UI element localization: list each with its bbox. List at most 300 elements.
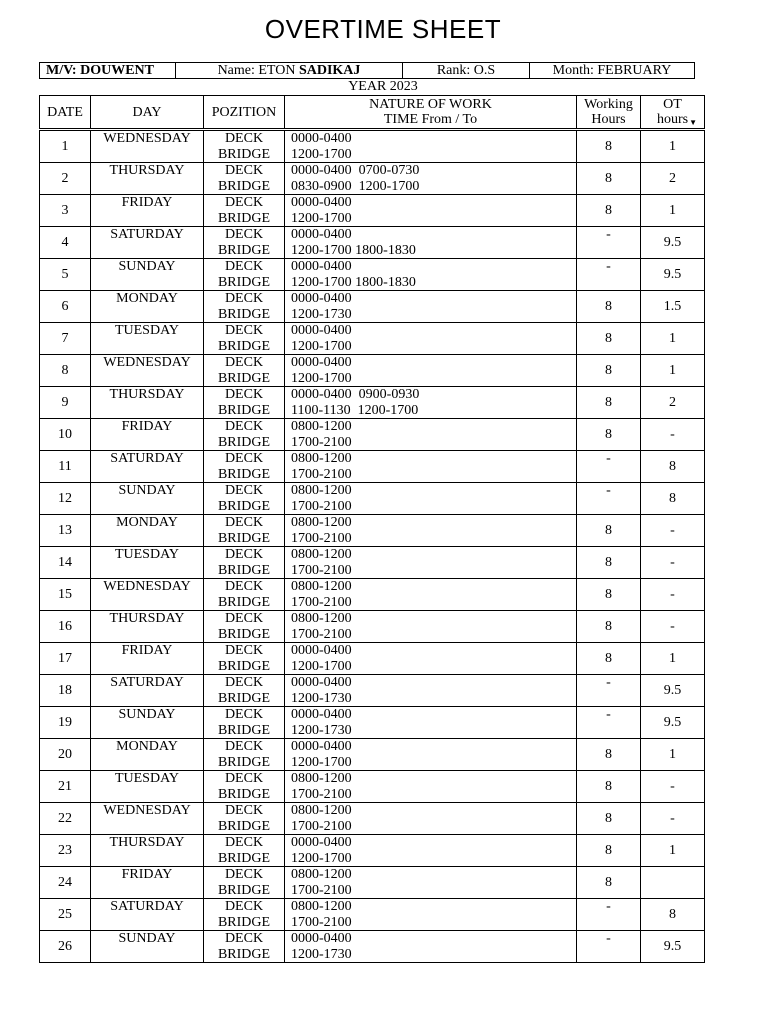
- filter-arrow-icon[interactable]: ▼: [689, 118, 697, 127]
- pozition-cell: [204, 130, 285, 163]
- work-time-line1: 0000-0400: [291, 707, 352, 722]
- date-cell: 16: [40, 611, 91, 643]
- table-row: [40, 515, 705, 547]
- pozition-bridge: BRIDGE: [217, 242, 271, 258]
- work-time-cell: [285, 419, 577, 451]
- day-cell: SUNDAY: [91, 259, 204, 291]
- work-time-line1: 0000-0400: [291, 131, 352, 146]
- day-cell: WEDNESDAY: [91, 355, 204, 387]
- work-time-line2: 1700-2100: [291, 434, 352, 450]
- work-time-cell: [285, 483, 577, 515]
- work-time-line2: 1200-1700: [291, 850, 352, 866]
- pozition-cell: [204, 355, 285, 387]
- header-wh-line2: Hours: [591, 112, 626, 127]
- ot-hours-cell: 1: [641, 643, 705, 675]
- work-time-line2: 1200-1700: [291, 370, 352, 386]
- vessel-name: DOUWENT: [80, 62, 154, 78]
- work-time-cell: [285, 130, 577, 163]
- work-time-line2: 1700-2100: [291, 530, 352, 546]
- ot-hours-cell: 2: [641, 387, 705, 419]
- work-time-line1: 0000-0400: [291, 259, 352, 274]
- pozition-cell: [204, 515, 285, 547]
- work-time-cell: [285, 611, 577, 643]
- year-label: YEAR 2023: [348, 79, 418, 94]
- table-row: [40, 579, 705, 611]
- working-hours-cell: 8: [577, 579, 641, 611]
- work-time-cell: [285, 675, 577, 707]
- working-hours-cell: 8: [577, 195, 641, 227]
- pozition-bridge: BRIDGE: [217, 338, 271, 354]
- date-cell: 7: [40, 323, 91, 355]
- work-time-line2: 1700-2100: [291, 594, 352, 610]
- day-cell: TUESDAY: [91, 547, 204, 579]
- work-time-cell: [285, 739, 577, 771]
- day-cell: SUNDAY: [91, 931, 204, 963]
- table-row: [40, 707, 705, 739]
- work-time-cell: [285, 771, 577, 803]
- pozition-bridge: BRIDGE: [217, 146, 271, 162]
- header-ot-line1: OT: [663, 97, 682, 112]
- date-cell: 1: [40, 130, 91, 163]
- work-time-line1: 0800-1200: [291, 899, 352, 914]
- header-date: DATE: [40, 96, 91, 130]
- working-hours-cell: 8: [577, 163, 641, 195]
- ot-hours-cell: -: [641, 579, 705, 611]
- date-cell: 9: [40, 387, 91, 419]
- working-hours-cell: 8: [577, 771, 641, 803]
- work-time-line1: 0000-0400: [291, 643, 352, 658]
- pozition-deck: DECK: [224, 547, 264, 562]
- header-working-hours: [577, 96, 641, 130]
- work-time-line1: 0000-0400: [291, 291, 352, 306]
- ot-hours-cell: 1: [641, 739, 705, 771]
- ot-hours-cell: -: [641, 515, 705, 547]
- pozition-cell: [204, 291, 285, 323]
- day-cell: SATURDAY: [91, 899, 204, 931]
- ot-hours-cell: 9.5: [641, 707, 705, 739]
- pozition-bridge: BRIDGE: [217, 658, 271, 674]
- working-hours-cell: 8: [577, 130, 641, 163]
- pozition-deck: DECK: [224, 771, 264, 786]
- table-row: [40, 547, 705, 579]
- pozition-bridge: BRIDGE: [217, 210, 271, 226]
- work-time-line1: 0000-0400: [291, 739, 352, 754]
- ot-hours-cell: 1: [641, 130, 705, 163]
- pozition-bridge: BRIDGE: [217, 562, 271, 578]
- day-cell: MONDAY: [91, 291, 204, 323]
- work-time-line1: 0000-0400 0900-0930: [291, 387, 420, 402]
- pozition-cell: [204, 931, 285, 963]
- table-row: [40, 291, 705, 323]
- day-cell: MONDAY: [91, 515, 204, 547]
- day-cell: FRIDAY: [91, 419, 204, 451]
- day-cell: WEDNESDAY: [91, 803, 204, 835]
- work-time-line2: 1100-1130 1200-1700: [291, 402, 419, 418]
- day-cell: SATURDAY: [91, 675, 204, 707]
- work-time-line2: 1700-2100: [291, 466, 352, 482]
- pozition-cell: [204, 675, 285, 707]
- ot-hours-cell: 8: [641, 483, 705, 515]
- work-time-cell: [285, 227, 577, 259]
- table-row: [40, 899, 705, 931]
- work-time-line1: 0800-1200: [291, 771, 352, 786]
- date-cell: 15: [40, 579, 91, 611]
- ot-hours-cell: 9.5: [641, 227, 705, 259]
- day-cell: THURSDAY: [91, 611, 204, 643]
- header-nature-of-work: [285, 96, 577, 130]
- work-time-line2: 1700-2100: [291, 562, 352, 578]
- pozition-bridge: BRIDGE: [217, 818, 271, 834]
- work-time-line1: 0800-1200: [291, 547, 352, 562]
- work-time-line1: 0000-0400: [291, 675, 352, 690]
- ot-hours-cell: -: [641, 547, 705, 579]
- work-time-line1: 0800-1200: [291, 483, 352, 498]
- pozition-bridge: BRIDGE: [217, 914, 271, 930]
- pozition-deck: DECK: [224, 643, 264, 658]
- pozition-bridge: BRIDGE: [217, 434, 271, 450]
- table-row: [40, 867, 705, 899]
- ot-hours-cell: 1: [641, 835, 705, 867]
- work-time-cell: [285, 387, 577, 419]
- work-time-line1: 0800-1200: [291, 451, 352, 466]
- working-hours-cell: -: [577, 483, 641, 515]
- pozition-cell: [204, 259, 285, 291]
- work-time-line2: 1200-1700: [291, 754, 352, 770]
- work-time-line2: 0830-0900 1200-1700: [291, 178, 420, 194]
- pozition-deck: DECK: [224, 931, 264, 946]
- vessel-label: M/V:: [46, 62, 81, 78]
- work-time-line1: 0800-1200: [291, 419, 352, 434]
- table-row: [40, 355, 705, 387]
- ot-hours-cell: -: [641, 803, 705, 835]
- day-cell: WEDNESDAY: [91, 579, 204, 611]
- ot-hours-cell: 1: [641, 355, 705, 387]
- ot-hours-cell: 9.5: [641, 259, 705, 291]
- day-cell: WEDNESDAY: [91, 130, 204, 163]
- pozition-cell: [204, 195, 285, 227]
- working-hours-cell: 8: [577, 419, 641, 451]
- pozition-cell: [204, 803, 285, 835]
- ot-hours-cell: [641, 867, 705, 899]
- pozition-bridge: BRIDGE: [217, 786, 271, 802]
- work-time-cell: [285, 451, 577, 483]
- table-header-row: [40, 96, 705, 130]
- work-time-cell: [285, 899, 577, 931]
- header-ot-line2: hours: [656, 112, 689, 127]
- ot-hours-cell: 2: [641, 163, 705, 195]
- pozition-deck: DECK: [224, 611, 264, 626]
- table-row: [40, 611, 705, 643]
- day-cell: THURSDAY: [91, 387, 204, 419]
- date-cell: 24: [40, 867, 91, 899]
- pozition-bridge: BRIDGE: [217, 722, 271, 738]
- work-time-line2: 1700-2100: [291, 818, 352, 834]
- work-time-line2: 1200-1730: [291, 722, 352, 738]
- day-cell: THURSDAY: [91, 163, 204, 195]
- pozition-deck: DECK: [224, 707, 264, 722]
- table-row: [40, 739, 705, 771]
- header-day: DAY: [91, 96, 204, 130]
- work-time-line1: 0800-1200: [291, 515, 352, 530]
- date-cell: 18: [40, 675, 91, 707]
- date-cell: 23: [40, 835, 91, 867]
- work-time-line2: 1200-1730: [291, 690, 352, 706]
- pozition-bridge: BRIDGE: [217, 882, 271, 898]
- pozition-bridge: BRIDGE: [217, 466, 271, 482]
- pozition-cell: [204, 643, 285, 675]
- working-hours-cell: 8: [577, 835, 641, 867]
- work-time-line1: 0000-0400: [291, 931, 352, 946]
- pozition-cell: [204, 451, 285, 483]
- ot-hours-cell: 9.5: [641, 675, 705, 707]
- day-cell: SATURDAY: [91, 227, 204, 259]
- pozition-deck: DECK: [224, 387, 264, 402]
- pozition-deck: DECK: [224, 259, 264, 274]
- work-time-line2: 1200-1700: [291, 658, 352, 674]
- pozition-bridge: BRIDGE: [217, 754, 271, 770]
- work-time-line1: 0000-0400: [291, 355, 352, 370]
- day-cell: FRIDAY: [91, 643, 204, 675]
- working-hours-cell: 8: [577, 515, 641, 547]
- pozition-bridge: BRIDGE: [217, 274, 271, 290]
- date-cell: 14: [40, 547, 91, 579]
- work-time-line2: 1200-1700 1800-1830: [291, 242, 416, 258]
- table-row: [40, 771, 705, 803]
- work-time-line2: 1700-2100: [291, 498, 352, 514]
- working-hours-cell: -: [577, 227, 641, 259]
- work-time-cell: [285, 323, 577, 355]
- pozition-deck: DECK: [224, 227, 264, 242]
- work-time-cell: [285, 291, 577, 323]
- ot-hours-cell: -: [641, 771, 705, 803]
- date-cell: 17: [40, 643, 91, 675]
- work-time-cell: [285, 355, 577, 387]
- working-hours-cell: 8: [577, 387, 641, 419]
- pozition-deck: DECK: [224, 163, 264, 178]
- ot-hours-cell: 1: [641, 323, 705, 355]
- working-hours-cell: -: [577, 675, 641, 707]
- pozition-bridge: BRIDGE: [217, 306, 271, 322]
- header-ot-hours: [641, 96, 705, 130]
- crew-surname: SADIKAJ: [298, 62, 361, 78]
- working-hours-cell: 8: [577, 323, 641, 355]
- working-hours-cell: 8: [577, 643, 641, 675]
- pozition-cell: [204, 547, 285, 579]
- working-hours-cell: -: [577, 931, 641, 963]
- table-row: [40, 451, 705, 483]
- work-time-cell: [285, 867, 577, 899]
- pozition-deck: DECK: [224, 355, 264, 370]
- ot-hours-cell: 8: [641, 899, 705, 931]
- pozition-cell: [204, 387, 285, 419]
- ot-hours-cell: 9.5: [641, 931, 705, 963]
- pozition-bridge: BRIDGE: [217, 178, 271, 194]
- day-cell: FRIDAY: [91, 195, 204, 227]
- table-row: [40, 227, 705, 259]
- header-wh-line1: Working: [584, 97, 633, 112]
- day-cell: TUESDAY: [91, 323, 204, 355]
- table-row: [40, 130, 705, 163]
- work-time-line1: 0800-1200: [291, 579, 352, 594]
- working-hours-cell: 8: [577, 739, 641, 771]
- day-cell: FRIDAY: [91, 867, 204, 899]
- pozition-cell: [204, 323, 285, 355]
- date-cell: 4: [40, 227, 91, 259]
- pozition-deck: DECK: [224, 515, 264, 530]
- pozition-cell: [204, 227, 285, 259]
- date-cell: 19: [40, 707, 91, 739]
- pozition-cell: [204, 771, 285, 803]
- work-time-cell: [285, 707, 577, 739]
- date-cell: 11: [40, 451, 91, 483]
- work-time-line1: 0000-0400: [291, 323, 352, 338]
- work-time-cell: [285, 803, 577, 835]
- work-time-line2: 1700-2100: [291, 914, 352, 930]
- header-nature-line1: NATURE OF WORK: [369, 97, 492, 112]
- ot-hours-cell: 8: [641, 451, 705, 483]
- pozition-deck: DECK: [224, 739, 264, 754]
- work-time-line2: 1700-2100: [291, 626, 352, 642]
- working-hours-cell: -: [577, 707, 641, 739]
- pozition-bridge: BRIDGE: [217, 626, 271, 642]
- pozition-deck: DECK: [224, 131, 264, 146]
- crew-name-label: Name: ETON: [217, 62, 299, 78]
- working-hours-cell: 8: [577, 611, 641, 643]
- table-row: [40, 483, 705, 515]
- date-cell: 6: [40, 291, 91, 323]
- day-cell: SUNDAY: [91, 483, 204, 515]
- crew-info-table: [39, 62, 695, 79]
- table-row: [40, 643, 705, 675]
- pozition-deck: DECK: [224, 579, 264, 594]
- table-row: [40, 675, 705, 707]
- pozition-bridge: BRIDGE: [217, 530, 271, 546]
- work-time-line2: 1200-1700 1800-1830: [291, 274, 416, 290]
- pozition-deck: DECK: [224, 195, 264, 210]
- pozition-cell: [204, 579, 285, 611]
- month-cell: Month: FEBRUARY: [530, 63, 695, 79]
- pozition-bridge: BRIDGE: [217, 594, 271, 610]
- ot-hours-cell: 1.5: [641, 291, 705, 323]
- date-cell: 25: [40, 899, 91, 931]
- pozition-deck: DECK: [224, 899, 264, 914]
- pozition-deck: DECK: [224, 451, 264, 466]
- work-time-line2: 1200-1730: [291, 946, 352, 962]
- pozition-cell: [204, 707, 285, 739]
- day-cell: SATURDAY: [91, 451, 204, 483]
- working-hours-cell: 8: [577, 291, 641, 323]
- working-hours-cell: 8: [577, 355, 641, 387]
- pozition-deck: DECK: [224, 803, 264, 818]
- table-row: [40, 163, 705, 195]
- work-time-line2: 1200-1700: [291, 146, 352, 162]
- working-hours-cell: -: [577, 259, 641, 291]
- table-row: [40, 835, 705, 867]
- date-cell: 12: [40, 483, 91, 515]
- pozition-bridge: BRIDGE: [217, 402, 271, 418]
- date-cell: 10: [40, 419, 91, 451]
- pozition-deck: DECK: [224, 419, 264, 434]
- pozition-cell: [204, 739, 285, 771]
- work-time-line2: 1700-2100: [291, 882, 352, 898]
- working-hours-cell: 8: [577, 803, 641, 835]
- work-time-line1: 0000-0400: [291, 227, 352, 242]
- work-time-cell: [285, 579, 577, 611]
- work-time-cell: [285, 195, 577, 227]
- work-time-line2: 1700-2100: [291, 786, 352, 802]
- table-row: [40, 931, 705, 963]
- work-time-line1: 0800-1200: [291, 867, 352, 882]
- date-cell: 8: [40, 355, 91, 387]
- table-row: [40, 803, 705, 835]
- date-cell: 22: [40, 803, 91, 835]
- day-cell: TUESDAY: [91, 771, 204, 803]
- working-hours-cell: 8: [577, 547, 641, 579]
- pozition-cell: [204, 163, 285, 195]
- work-time-line1: 0800-1200: [291, 611, 352, 626]
- day-cell: SUNDAY: [91, 707, 204, 739]
- work-time-cell: [285, 515, 577, 547]
- table-row: [40, 323, 705, 355]
- rank-cell: Rank: O.S: [403, 63, 530, 79]
- date-cell: 20: [40, 739, 91, 771]
- ot-hours-cell: 1: [641, 195, 705, 227]
- working-hours-cell: 8: [577, 867, 641, 899]
- header-nature-line2: TIME From / To: [383, 112, 478, 127]
- pozition-deck: DECK: [224, 291, 264, 306]
- working-hours-cell: -: [577, 899, 641, 931]
- work-time-line1: 0800-1200: [291, 803, 352, 818]
- pozition-cell: [204, 611, 285, 643]
- pozition-deck: DECK: [224, 323, 264, 338]
- page-title: OVERTIME SHEET: [264, 14, 502, 44]
- name-cell: [176, 63, 403, 79]
- date-cell: 3: [40, 195, 91, 227]
- pozition-cell: [204, 899, 285, 931]
- work-time-line1: 0000-0400: [291, 195, 352, 210]
- work-time-cell: [285, 547, 577, 579]
- pozition-bridge: BRIDGE: [217, 946, 271, 962]
- work-time-cell: [285, 931, 577, 963]
- work-time-line2: 1200-1700: [291, 338, 352, 354]
- work-time-cell: [285, 835, 577, 867]
- work-time-line2: 1200-1730: [291, 306, 352, 322]
- pozition-deck: DECK: [224, 483, 264, 498]
- date-cell: 26: [40, 931, 91, 963]
- ot-hours-cell: -: [641, 419, 705, 451]
- table-row: [40, 259, 705, 291]
- header-pozition: POZITION: [204, 96, 285, 130]
- pozition-cell: [204, 419, 285, 451]
- pozition-bridge: BRIDGE: [217, 370, 271, 386]
- pozition-bridge: BRIDGE: [217, 850, 271, 866]
- pozition-bridge: BRIDGE: [217, 690, 271, 706]
- work-time-cell: [285, 259, 577, 291]
- table-row: [40, 195, 705, 227]
- table-row: [40, 419, 705, 451]
- date-cell: 21: [40, 771, 91, 803]
- date-cell: 2: [40, 163, 91, 195]
- day-cell: MONDAY: [91, 739, 204, 771]
- ot-hours-cell: -: [641, 611, 705, 643]
- day-cell: THURSDAY: [91, 835, 204, 867]
- pozition-deck: DECK: [224, 867, 264, 882]
- work-time-cell: [285, 643, 577, 675]
- vessel-cell: [40, 63, 176, 79]
- working-hours-cell: -: [577, 451, 641, 483]
- pozition-cell: [204, 483, 285, 515]
- pozition-cell: [204, 835, 285, 867]
